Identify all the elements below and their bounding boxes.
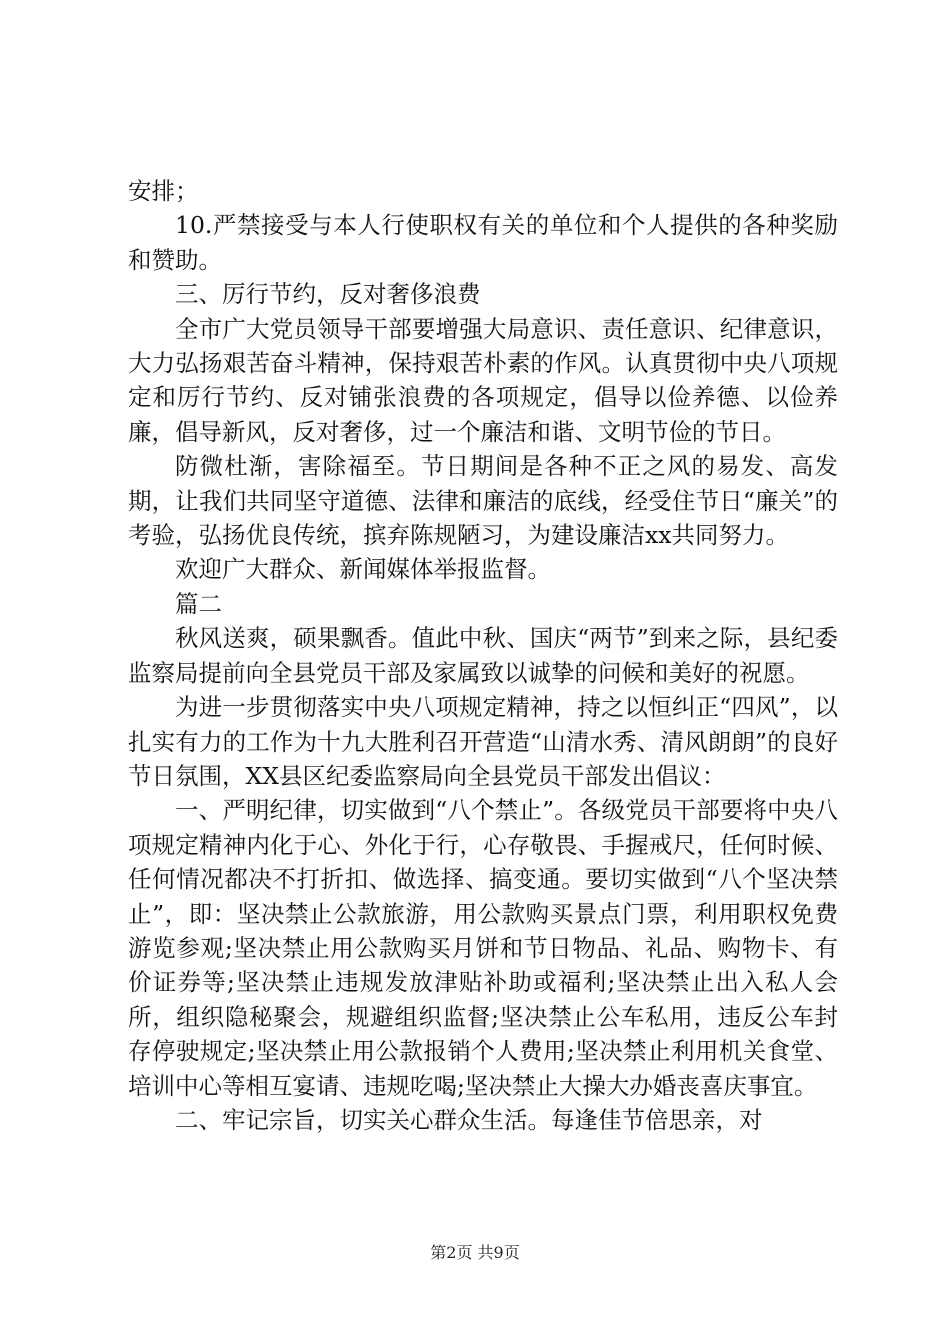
paragraph-1: 10.严禁接受与本人行使职权有关的单位和个人提供的各种奖励和赞助。 <box>128 211 838 274</box>
paragraph-3: 全市广大党员领导干部要增强大局意识、责任意识、纪律意识，大力弘扬艰苦奋斗精神，保持艰苦朴素的作风。认真贯彻中央八项规定和厉行节约、反对铺张浪费的各项规定，倡导以俭养德、以俭养廉，倡导新风，反对奢侈，过一个廉洁和谐、文明节俭的节日。 <box>128 314 838 446</box>
paragraph-4: 防微杜渐，害除福至。节日期间是各种不正之风的易发、高发期，让我们共同坚守道德、法律和廉洁的底线，经受住节日“廉关”的考验，弘扬优良传统，摈弃陈规陋习，为建设廉洁xx共同努力。 <box>128 452 838 550</box>
page-footer <box>0 1243 950 1263</box>
document-body <box>128 174 838 1137</box>
paragraph-7: 秋风送爽，硕果飘香。值此中秋、国庆“两节”到来之际，县纪委监察局提前向全县党员干部及家属致以诚挚的问候和美好的祝愿。 <box>128 624 838 687</box>
part-heading-2: 篇二 <box>175 589 222 618</box>
section-heading-3: 三、厉行节约，反对奢侈浪费 <box>175 280 481 309</box>
paragraph-0: 安排； <box>128 177 199 205</box>
paragraph-5: 欢迎广大群众、新闻媒体举报监督。 <box>175 555 551 584</box>
page-number: 第2页 共9页 <box>430 1243 520 1262</box>
paragraph-8: 为进一步贯彻落实中央八项规定精神，持之以恒纠正“四风”，以扎实有力的工作为十九大胜利召开营造“山清水秀、清风朗朗”的良好节日氛围，XX县区纪委监察局向全县党员干部发出倡议： <box>128 693 838 790</box>
paragraph-10: 二、牢记宗旨，切实关心群众生活。每逢佳节倍思亲，对 <box>175 1105 763 1134</box>
paragraph-9: 一、严明纪律，切实做到“八个禁止”。各级党员干部要将中央八项规定精神内化于心、外化于行，心存敬畏、手握戒尺，任何时候、任何情况都决不打折扣、做选择、搞变通。要切实做到“八个坚决禁止”，即：坚决禁止公款旅游，用公款购买景点门票，利用职权免费游览参观;坚决禁止用公款购买月饼和节日物品、礼品、购物卡、有价证券等;坚决禁止违规发放津贴补助或福利;坚决禁止出入私人会所，组织隐秘聚会，规避组织监督;坚决禁止公车私用，违反公车封存停驶规定;坚决禁止用公款报销个人费用;坚决禁止利用机关食堂、培训中心等相互宴请、违规吃喝;坚决禁止大操大办婚丧喜庆事宜。 <box>128 796 838 1100</box>
